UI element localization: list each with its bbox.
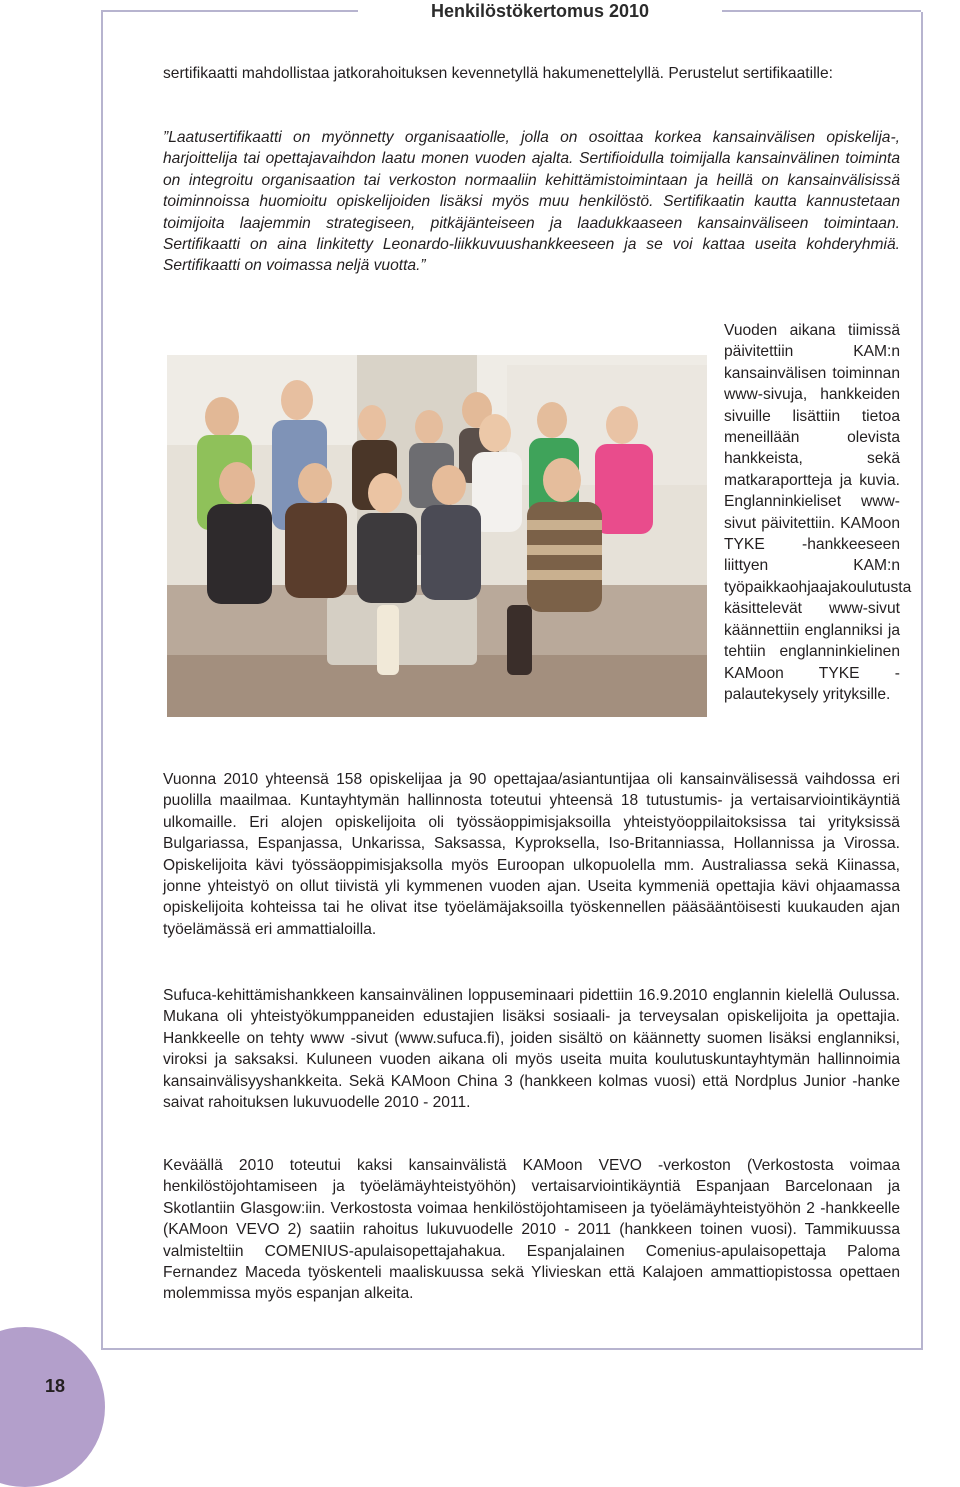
header-rule-right: [722, 10, 921, 12]
paragraph-kamoon-vevo: Keväällä 2010 toteutui kaksi kansainvälistä KAMoon VEVO -verkoston (Verkostosta voimaa henkilöstöjohtamiseen ja työelämäyhteistyöhön) vertaisarviointikäyntiä Espanjaan Barcelonaan ja Skotlantiin Glasgow:iin. Verkostosta voimaa henkilöstöjohtamiseen ja työelämäyhteistyöhön 2 -hankkeelle (KAMoon VEVO 2) saatiin rahoitus lukuvuodelle 2010 - 2011 (hankkeen toinen vuosi). Tammikuussa valmisteltiin COMENIUS-apulaisopettajahakua. Espanjalainen Comenius-apulaisopettaja Paloma Fernandez Maceda työskenteli maaliskuussa sekä Ylivieskan että Kalajoen ammattiopistossa opettaen molemmissa myös espanjan alkeita.: [163, 1157, 900, 1303]
header-rule-left: [101, 10, 358, 12]
page-number: 18: [44, 1376, 66, 1396]
paragraph-intro: sertifikaatti mahdollistaa jatkorahoituksen kevennetyllä hakumenettelyllä. Perustelut sertifikaatille:: [163, 65, 834, 82]
paragraph-exchange-2010: Vuonna 2010 yhteensä 158 opiskelijaa ja 90 opettajaa/asiantuntijaa oli kansainvälisessä vaihdossa eri puolilla maailmaa. Kuntayhtymän hallinnosta toteutui yhteensä 18 tutustumis- ja vertaisarviointikäyntiä ulkomaille. Eri alojen opiskelijoita oli työssäoppimisjaksoilla yhteistyöoppilaitoksissa tai yrityksissä Bulgariassa, Espanjassa, Unkarissa, Saksassa, Kyproksella, Iso-Britanniassa, Hollannissa ja Virossa. Opiskelijoita kävi työssäoppimisjaksolla myös Euroopan ulkopuolella mm. Australiassa sekä Kiinassa, jonne yhteistyö on ollut tiivistä yli kymmenen vuoden ajan. Useita kymmeniä opettajia kävi ohjaamassa opiskelijoita kohteissa tai he olivat itse työelämäjaksoilla työskennellen pääsääntöisesti kuukauden ajan työelämässä eri ammattialoilla.: [163, 771, 900, 938]
group-photo-illustration: [167, 355, 707, 717]
group-photo: [167, 355, 707, 717]
paragraph-certificate-quote: ”Laatusertifikaatti on myönnetty organisaatiolle, jolla on osoittaa korkea kansainvälisen opiskelija-, harjoittelija tai opettajavaihdon laatu monen vuoden ajalta. Sertifioidulla toimijalla kansainvälinen toiminta on integroitu organisaation tai verkoston normaaliin kehittämistoimintaan ja heillä on kansainvälisissä toiminnoissa huomioitu opiskelijoiden lisäksi myös muu henkilöstö. Sertifikaatin kautta kannustetaan toimijoita laajemmin strategiseen, pitkäjänteiseen ja laadukkaaseen kansainväliseen toimintaan. Sertifikaatti on aina linkitetty Leonardo-liikkuvuushankkeeseen ja se voi kattaa useita kohderyhmiä. Sertifikaatti on voimassa neljä vuotta.”: [163, 129, 900, 275]
paragraph-sufuca-project: Sufuca-kehittämishankkeen kansainvälinen loppuseminaari pidettiin 16.9.2010 englannin kielellä Oulussa. Mukana oli yhteistyökumppaneiden edustajien lisäksi sosiaali- ja terveysalan opiskelijoita ja opettajia. Hankkeelle on tehty www -sivut (www.sufuca.fi), joiden sisältö on käännetty suomen lisäksi englanniksi, viroksi ja saksaksi. Kuluneen vuoden aikana oli myös useita muita koulutuskuntayhtymän hallinnoimia kansainvälisyyshankkeita. Sekä KAMoon China 3 (hankkeen kolmas vuosi) että Nordplus Junior -hanke saivat rahoituksen lukuvuodelle 2010 - 2011.: [163, 987, 900, 1112]
page-number-badge: [0, 1327, 105, 1487]
page-header-title: Henkilöstökertomus 2010: [430, 1, 650, 21]
paragraph-website-updates: Vuoden aikana tiimissä päivitettiin KAM:n kansainvälisen toiminnan www-sivuja, hankkeiden sivuille lisättiin tietoa meneillään olevista hankkeista, sekä matkaraportteja ja kuvia. Englanninkieliset www-sivut päivitettiin. KAMoon TYKE -hankkeeseen liittyen KAM:n työpaikkaohjaajakoulutusta käsittelevät www-sivut käännettiin englanniksi ja tehtiin englanninkielinen KAMoon TYKE -palautekysely yrityksille.: [724, 322, 912, 703]
